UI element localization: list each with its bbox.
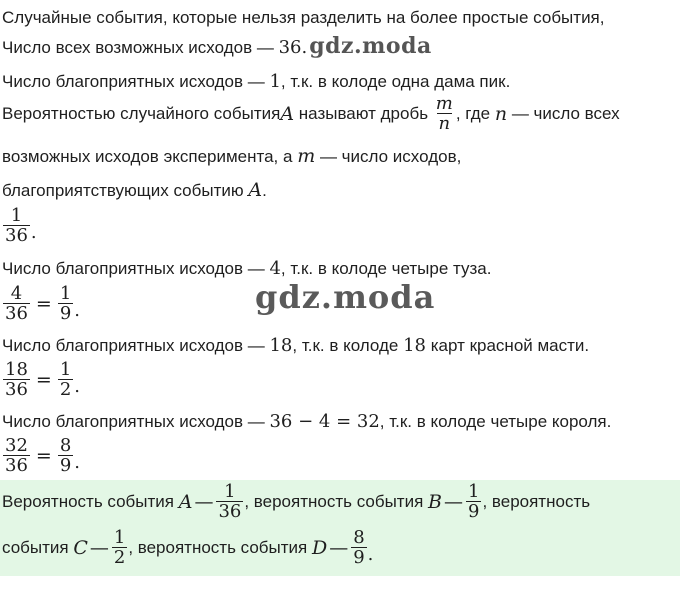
fraction-num: 1 [59,359,72,380]
text-line-5 [2,146,461,167]
var-m: m [297,145,316,167]
favorable-outcomes-4: 4 [269,258,281,279]
text-line-5-b: — число исходов, [315,147,462,166]
fraction-1-36-num: 1 [10,205,23,226]
fraction-num: 1 [59,283,72,304]
answer-line-1 [2,482,590,521]
answer-text-5: , вероятность события [128,537,312,557]
fraction-1-36 [3,206,30,245]
text-line-3-b: , т.к. в колоде одна дама пик. [280,72,511,91]
var-n: n [494,102,508,125]
equation-18-36 [2,360,80,399]
text-line-6-b: . [262,181,267,200]
event-d: D [311,536,328,559]
dash: — [444,490,463,513]
text-line-7-a: Число благоприятных исходов — [2,259,270,278]
fraction-1-9 [58,284,73,323]
text-line-8-a: Число благоприятных исходов — [2,336,270,355]
var-a-2: A [248,179,263,201]
fraction-1-2 [58,360,73,399]
text-line-6 [2,180,267,201]
definition-text-a: Вероятностью случайного события [2,103,281,123]
text-line-6-a: благоприятствующих событию [2,181,249,200]
fraction-num: 8 [59,435,72,456]
fraction-num: 18 [5,359,28,380]
prob-d-fraction [351,528,366,567]
text-line-9 [2,412,611,432]
equals-sign: = [35,444,52,467]
fraction-18-36 [3,360,30,399]
text-line-9-b: , т.к. в колоде четыре короля. [379,412,612,431]
text-line-7 [2,259,491,279]
text-line-8 [2,336,589,356]
answer-text-4: события [2,537,74,557]
text-line-2-text: Число всех возможных исходов — [2,38,279,57]
answer-text-3: , вероятность [482,491,591,511]
equation-32-36 [2,436,80,475]
answer-box [0,480,680,576]
definition-text-d: — число всех [507,103,620,123]
fraction-den: 9 [353,547,365,568]
expression-36-minus-4: 36 − 4 = 32 [269,411,380,432]
period: . [74,376,81,397]
fraction-num: 4 [10,283,23,304]
period: . [74,300,81,321]
watermark-small: gdz.moda [309,33,432,59]
period: . [30,222,37,243]
fraction-den: 36 [5,455,28,476]
prob-c-fraction [112,528,127,567]
fraction-num: 32 [5,435,28,456]
fraction-den: 2 [113,547,126,568]
text-line-3 [2,72,510,92]
event-b: B [428,490,442,513]
fraction-den: 9 [468,501,480,522]
fraction-num: 1 [113,527,126,548]
definition-text-c: , где [455,103,495,123]
fraction-1-36-line [2,206,37,245]
favorable-outcomes-1: 1 [269,71,281,92]
fraction-4-36 [3,284,30,323]
fraction-numerator: m [435,93,453,114]
text-line-9-a: Число благоприятных исходов — [2,412,270,431]
fraction-32-36 [3,436,30,475]
total-outcomes-value: 36. [278,37,308,58]
fraction-num: 1 [224,481,236,502]
fraction-m-over-n [434,94,455,133]
equals-sign: = [35,368,52,391]
fraction-den: 36 [5,303,28,324]
prob-b-fraction [466,482,481,521]
fraction-num: 1 [468,481,480,502]
answer-text-1: Вероятность события [2,491,179,511]
fraction-den: 9 [59,303,72,324]
text-line-8-b: , т.к. в колоде [292,336,404,355]
prob-a-fraction [216,482,243,521]
answer-text-2: , вероятность события [244,491,429,511]
fraction-1-36-den: 36 [5,225,28,246]
dash: — [194,490,214,513]
text-line-2 [2,33,432,59]
dash: — [329,536,349,559]
fraction-den: 2 [59,379,72,400]
equals-sign: = [35,292,52,315]
fraction-8-9 [58,436,73,475]
text-line-3-a: Число благоприятных исходов — [2,72,270,91]
fraction-den: 36 [218,501,242,522]
text-line-1: Случайные события, которые нельзя разделить на более простые события, [2,8,605,27]
text-line-5-a: возможных исходов эксперимента, а [2,147,298,166]
equation-4-36 [2,284,80,323]
event-a: A [178,490,193,513]
answer-line-2 [2,528,373,567]
favorable-outcomes-18: 18 [269,335,293,356]
definition-text-b: называют дробь [294,103,433,123]
fraction-den: 9 [59,455,72,476]
fraction-num: 8 [353,527,365,548]
red-cards-count: 18 [403,335,426,356]
definition-line [2,94,620,133]
dash: — [89,536,109,559]
watermark-large: gdz.moda [255,278,436,316]
var-a: A [280,102,295,125]
text-line-7-b: , т.к. в колоде четыре туза. [280,259,492,278]
text-line-8-c: карт красной масти. [426,336,590,355]
fraction-den: 36 [5,379,28,400]
event-c: C [73,536,88,559]
period: . [367,544,374,565]
period: . [74,452,81,473]
fraction-denominator: n [438,113,451,134]
